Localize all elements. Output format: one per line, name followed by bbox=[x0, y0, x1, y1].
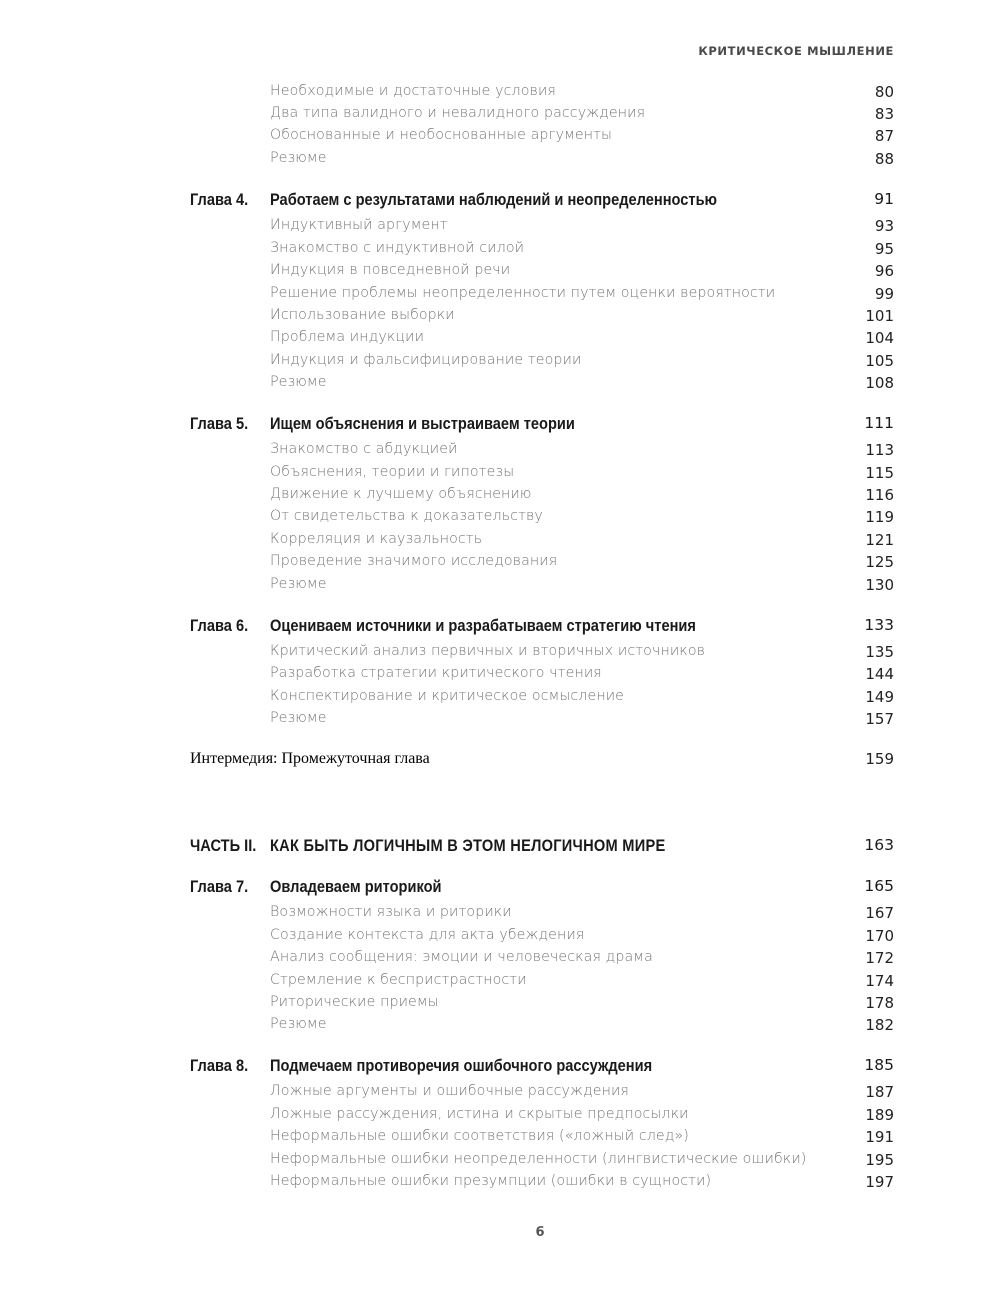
toc-section-entry bbox=[0, 994, 1000, 1016]
toc-entry-number: ЧАСТЬ II. bbox=[190, 836, 257, 855]
toc-entry-page: 195 bbox=[865, 1151, 894, 1169]
toc-section-entry bbox=[0, 972, 1000, 994]
toc-entry-title: Движение к лучшему объяснению bbox=[270, 486, 532, 502]
toc-entry-page: 144 bbox=[865, 665, 894, 683]
toc-entry-page: 115 bbox=[865, 464, 894, 482]
toc-entry-title: Индукция в повседневной речи bbox=[270, 262, 511, 278]
toc-entry-title: Неформальные ошибки презумпции (ошибки в сущности) bbox=[270, 1173, 712, 1189]
toc-entry-title: Два типа валидного и невалидного рассуждения bbox=[270, 105, 646, 121]
running-head: КРИТИЧЕСКОЕ МЫШЛЕНИЕ bbox=[698, 44, 894, 58]
toc-entry-title: Работаем с результатами наблюдений и неопределенностью bbox=[270, 190, 718, 209]
toc-section-entry bbox=[0, 1151, 1000, 1173]
toc-entry-title: Обоснованные и необоснованные аргументы bbox=[270, 127, 613, 143]
toc-entry-title: Корреляция и каузальность bbox=[270, 531, 483, 547]
toc-entry-page: 174 bbox=[865, 972, 894, 990]
toc-entry-page: 95 bbox=[874, 240, 894, 258]
toc-entry-number: Глава 6. bbox=[190, 616, 249, 635]
toc-section-entry bbox=[0, 127, 1000, 149]
toc-entry-title: Анализ сообщения: эмоции и человеческая драма bbox=[270, 949, 653, 965]
toc-entry-number: Глава 5. bbox=[190, 414, 249, 433]
toc-entry-title: Критический анализ первичных и вторичных источников bbox=[270, 643, 706, 659]
toc-entry-title: Объяснения, теории и гипотезы bbox=[270, 464, 515, 480]
toc-section-entry bbox=[0, 217, 1000, 239]
toc-entry-title: КАК БЫТЬ ЛОГИЧНЫМ В ЭТОМ НЕЛОГИЧНОМ МИРЕ bbox=[270, 836, 666, 855]
toc-entry-title: Неформальные ошибки соответствия («ложный след») bbox=[270, 1128, 689, 1144]
toc-entry-page: 104 bbox=[865, 329, 894, 347]
page-number: 6 bbox=[535, 1225, 545, 1240]
toc-entry-title: Ложные аргументы и ошибочные рассуждения bbox=[270, 1083, 629, 1099]
toc-entry-title: Ложные рассуждения, истина и скрытые предпосылки bbox=[270, 1106, 689, 1122]
toc-entry-page: 170 bbox=[865, 927, 894, 945]
toc-section-entry bbox=[0, 927, 1000, 949]
toc-entry-title: Знакомство с индуктивной силой bbox=[270, 240, 525, 256]
toc-entry-title: Риторические приемы bbox=[270, 994, 439, 1010]
toc-section-entry bbox=[0, 553, 1000, 575]
toc-entry-page: 185 bbox=[864, 1056, 894, 1074]
toc-entry-page: 125 bbox=[865, 553, 894, 571]
toc-entry-page: 80 bbox=[874, 83, 894, 101]
toc-entry-number: Глава 7. bbox=[190, 877, 249, 896]
toc-entry-number: Глава 4. bbox=[190, 190, 249, 209]
toc-entry-page: 111 bbox=[864, 414, 894, 432]
toc-interlude-entry bbox=[0, 750, 1000, 772]
toc-entry-title: Решение проблемы неопределенности путем оценки вероятности bbox=[270, 285, 776, 301]
toc-entry-title: Ищем объяснения и выстраиваем теории bbox=[270, 414, 575, 433]
toc-entry-page: 99 bbox=[874, 285, 894, 303]
toc-section-entry bbox=[0, 531, 1000, 553]
toc-entry-number: Глава 8. bbox=[190, 1056, 249, 1075]
toc-section-entry bbox=[0, 949, 1000, 971]
toc-entry-page: 119 bbox=[865, 508, 894, 526]
toc-entry-page: 116 bbox=[865, 486, 894, 504]
toc-entry-title: Неформальные ошибки неопределенности (лингвистические ошибки) bbox=[270, 1151, 807, 1167]
toc-section-entry bbox=[0, 665, 1000, 687]
toc-entry-page: 189 bbox=[865, 1106, 894, 1124]
toc-entry-page: 157 bbox=[865, 710, 894, 728]
toc-entry-page: 96 bbox=[874, 262, 894, 280]
toc-entry-page: 108 bbox=[865, 374, 894, 392]
toc-entry-page: 87 bbox=[874, 127, 894, 145]
toc-section-entry bbox=[0, 688, 1000, 710]
toc-entry-page: 163 bbox=[864, 836, 894, 854]
toc-chapter-entry bbox=[0, 414, 1000, 436]
toc-entry-title: Возможности языка и риторики bbox=[270, 904, 512, 920]
toc-entry-title: Оцениваем источники и разрабатываем стратегию чтения bbox=[270, 616, 696, 635]
toc-section-entry bbox=[0, 262, 1000, 284]
toc-chapter-entry bbox=[0, 1056, 1000, 1078]
toc-section-entry bbox=[0, 150, 1000, 172]
toc-section-entry bbox=[0, 904, 1000, 926]
toc-entry-page: 135 bbox=[865, 643, 894, 661]
toc-section-entry bbox=[0, 710, 1000, 732]
toc-entry-title: Использование выборки bbox=[270, 307, 455, 323]
toc-entry-title: Резюме bbox=[270, 710, 327, 726]
toc-entry-title: Проведение значимого исследования bbox=[270, 553, 558, 569]
toc-entry-page: 88 bbox=[874, 150, 894, 168]
toc-part-entry bbox=[0, 836, 1000, 858]
toc-entry-title: Овладеваем риторикой bbox=[270, 877, 442, 896]
toc-entry-page: 91 bbox=[874, 190, 894, 208]
toc-section-entry bbox=[0, 352, 1000, 374]
toc-entry-page: 105 bbox=[865, 352, 894, 370]
toc-section-entry bbox=[0, 1128, 1000, 1150]
toc-chapter-entry bbox=[0, 877, 1000, 899]
toc-entry-title: Индуктивный аргумент bbox=[270, 217, 448, 233]
toc-chapter-entry bbox=[0, 616, 1000, 638]
toc-section-entry bbox=[0, 1106, 1000, 1128]
toc-entry-title: Стремление к беспристрастности bbox=[270, 972, 527, 988]
toc-section-entry bbox=[0, 441, 1000, 463]
toc-entry-title: Проблема индукции bbox=[270, 329, 425, 345]
toc-entry-page: 187 bbox=[865, 1083, 894, 1101]
toc-entry-page: 197 bbox=[865, 1173, 894, 1191]
toc-section-entry bbox=[0, 83, 1000, 105]
toc-section-entry bbox=[0, 486, 1000, 508]
toc-entry-page: 101 bbox=[865, 307, 894, 325]
toc-section-entry bbox=[0, 105, 1000, 127]
toc-entry-title: Резюме bbox=[270, 150, 327, 166]
toc-entry-title: Необходимые и достаточные условия bbox=[270, 83, 556, 99]
toc-section-entry bbox=[0, 307, 1000, 329]
toc-entry-title: Резюме bbox=[270, 576, 327, 592]
toc-entry-title: Знакомство с абдукцией bbox=[270, 441, 458, 457]
toc-section-entry bbox=[0, 1083, 1000, 1105]
toc-entry-title: Резюме bbox=[270, 374, 327, 390]
toc-section-entry bbox=[0, 240, 1000, 262]
toc-section-entry bbox=[0, 508, 1000, 530]
toc-chapter-entry bbox=[0, 190, 1000, 212]
toc-entry-page: 159 bbox=[865, 750, 894, 768]
toc-entry-page: 191 bbox=[865, 1128, 894, 1146]
toc-entry-title: Подмечаем противоречия ошибочного рассуждения bbox=[270, 1056, 653, 1075]
toc-entry-page: 130 bbox=[865, 576, 894, 594]
toc-entry-page: 165 bbox=[864, 877, 894, 895]
toc-entry-page: 93 bbox=[874, 217, 894, 235]
toc-entry-page: 83 bbox=[874, 105, 894, 123]
toc-entry-title: Индукция и фальсифицирование теории bbox=[270, 352, 582, 368]
toc-entry-title: Создание контекста для акта убеждения bbox=[270, 927, 585, 943]
toc-entry-page: 133 bbox=[864, 616, 894, 634]
toc-section-entry bbox=[0, 329, 1000, 351]
toc-entry-page: 149 bbox=[865, 688, 894, 706]
toc-section-entry bbox=[0, 464, 1000, 486]
toc-section-entry bbox=[0, 643, 1000, 665]
toc-section-entry bbox=[0, 1173, 1000, 1195]
toc-entry-title: Конспектирование и критическое осмысление bbox=[270, 688, 625, 704]
toc-entry-page: 113 bbox=[865, 441, 894, 459]
toc-entry-page: 167 bbox=[865, 904, 894, 922]
toc-entry-title: Разработка стратегии критического чтения bbox=[270, 665, 602, 681]
toc-entry-title: От свидетельства к доказательству bbox=[270, 508, 543, 524]
toc-section-entry bbox=[0, 374, 1000, 396]
toc-entry-page: 172 bbox=[865, 949, 894, 967]
toc-entry-page: 182 bbox=[865, 1016, 894, 1034]
toc-entry-title: Интермедия: Промежуточная глава bbox=[190, 750, 430, 767]
toc-entry-page: 178 bbox=[865, 994, 894, 1012]
toc-section-entry bbox=[0, 285, 1000, 307]
toc-section-entry bbox=[0, 576, 1000, 598]
toc-entry-page: 121 bbox=[865, 531, 894, 549]
toc-section-entry bbox=[0, 1016, 1000, 1038]
toc-entry-title: Резюме bbox=[270, 1016, 327, 1032]
